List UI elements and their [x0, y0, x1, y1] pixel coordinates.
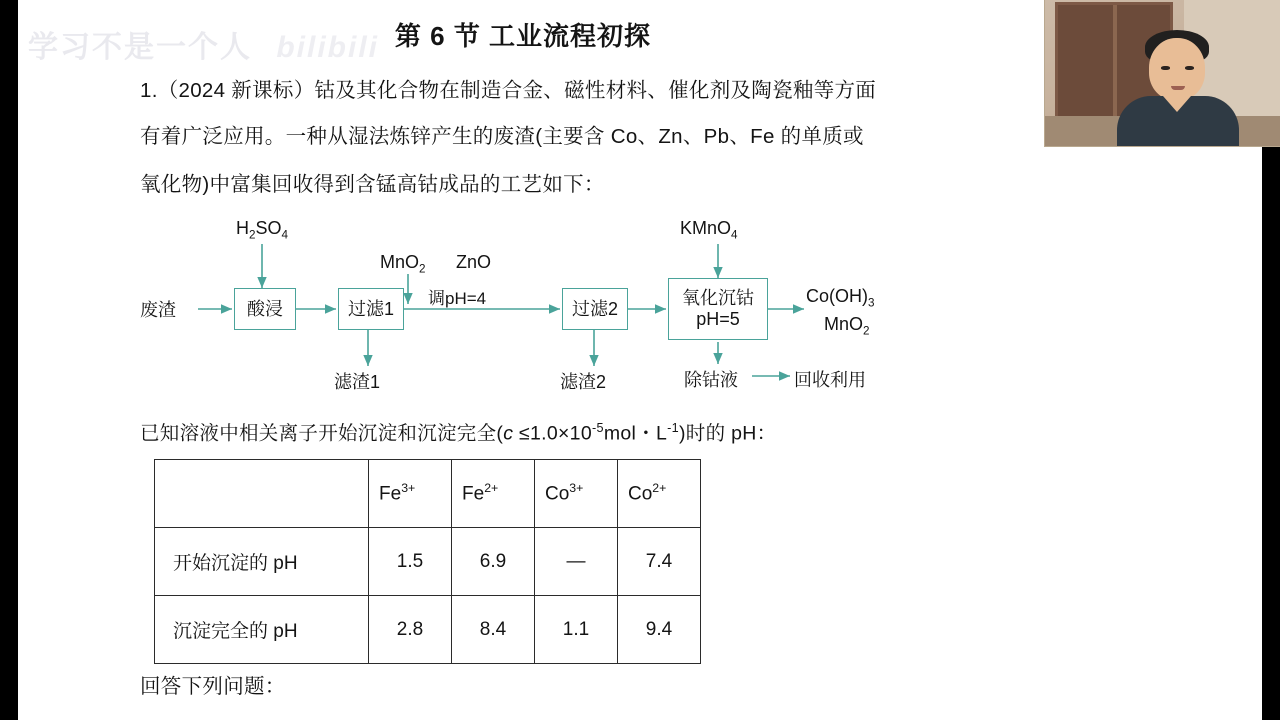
table-row — [155, 528, 701, 596]
flow-box-acid-leach[interactable]: 酸浸 — [234, 288, 296, 330]
cell-complete-co3: 1.1 — [535, 596, 618, 664]
webcam-person-mouth — [1171, 86, 1185, 90]
recycle-label: 回收利用 — [794, 370, 866, 390]
table-header-row — [155, 460, 701, 528]
cell-complete-fe2: 8.4 — [452, 596, 535, 664]
table-corner-cell — [155, 460, 369, 528]
cell-complete-fe3: 2.8 — [369, 596, 452, 664]
watermark-text: 学习不是一个人 — [28, 31, 252, 64]
table-column-header-co3: $Co^{3+}$ — [535, 460, 618, 528]
ph-table — [154, 459, 701, 664]
process-flow-diagram — [140, 208, 930, 404]
table-column-header-fe3: $Fe^{3+}$ — [369, 460, 452, 528]
input-zno: ZnO — [456, 252, 492, 272]
residue-1-label: 滤渣1 — [334, 372, 381, 392]
webcam-door-split — [1113, 5, 1117, 123]
flow-box-oxidize-cobalt[interactable]: 氧化沉钴 pH=5 — [668, 278, 768, 340]
flow-box-filter-1[interactable]: 过滤1 — [338, 288, 404, 330]
watermark-brand: bilibili — [276, 31, 380, 64]
cell-complete-co2: 9.4 — [618, 596, 701, 664]
ph-adjust-label: 调pH=4 — [428, 289, 487, 308]
table-column-header-co2: $Co^{2+}$ — [618, 460, 701, 528]
product-manganese-dioxide: MnO$_2$ — [824, 314, 870, 338]
cell-start-fe2: 6.9 — [452, 528, 535, 596]
input-kmno4: KMnO$_4$ — [680, 218, 738, 242]
question-line-1: 1.（2024 新课标）钴及其化合物在制造合金、磁性材料、催化剂及陶瓷釉等方面 — [140, 79, 877, 102]
input-h2so4: $H_2SO_4$ — [236, 218, 289, 242]
webcam-person-eye-left — [1161, 66, 1170, 70]
table-row-header-complete-precipitation: 沉淀完全的 pH — [155, 596, 369, 664]
table-column-header-fe2: $Fe^{2+}$ — [452, 460, 535, 528]
table-row-header-start-precipitation: 开始沉淀的 pH — [155, 528, 369, 596]
known-condition-line: 已知溶液中相关离子开始沉淀和沉淀完全($c \le 1.0\times 10^{-5}mol$・$L^{-1}$)时的 pH： — [140, 421, 777, 445]
flow-box-filter-2[interactable]: 过滤2 — [562, 288, 628, 330]
webcam-person-head — [1149, 38, 1205, 100]
question-line-2: 有着广泛应用。一种从湿法炼锌产生的废渣(主要含 Co、Zn、Pb、Fe 的单质或 — [140, 125, 864, 148]
cell-start-fe3: 1.5 — [369, 528, 452, 596]
webcam-person-eye-right — [1185, 66, 1194, 70]
table-row — [155, 596, 701, 664]
residue-2-label: 滤渣2 — [560, 372, 607, 392]
cell-start-co2: 7.4 — [618, 528, 701, 596]
cell-start-co3: — — [535, 528, 618, 596]
start-material-label: 废渣 — [140, 300, 176, 320]
cobalt-removed-liquid-label: 除钴液 — [684, 370, 738, 390]
webcam-overlay[interactable] — [1044, 0, 1280, 147]
left-letterbox-bar — [0, 0, 18, 720]
question-line-3: 氧化物)中富集回收得到含锰高钴成品的工艺如下： — [140, 173, 605, 196]
page-title: 第 6 节 工业流程初探 — [394, 21, 652, 51]
input-mno2: MnO$_2$ — [380, 252, 426, 276]
answer-prompt: 回答下列问题： — [140, 675, 286, 698]
product-cobalt-hydroxide: $Co(OH)_3$ — [806, 286, 875, 310]
